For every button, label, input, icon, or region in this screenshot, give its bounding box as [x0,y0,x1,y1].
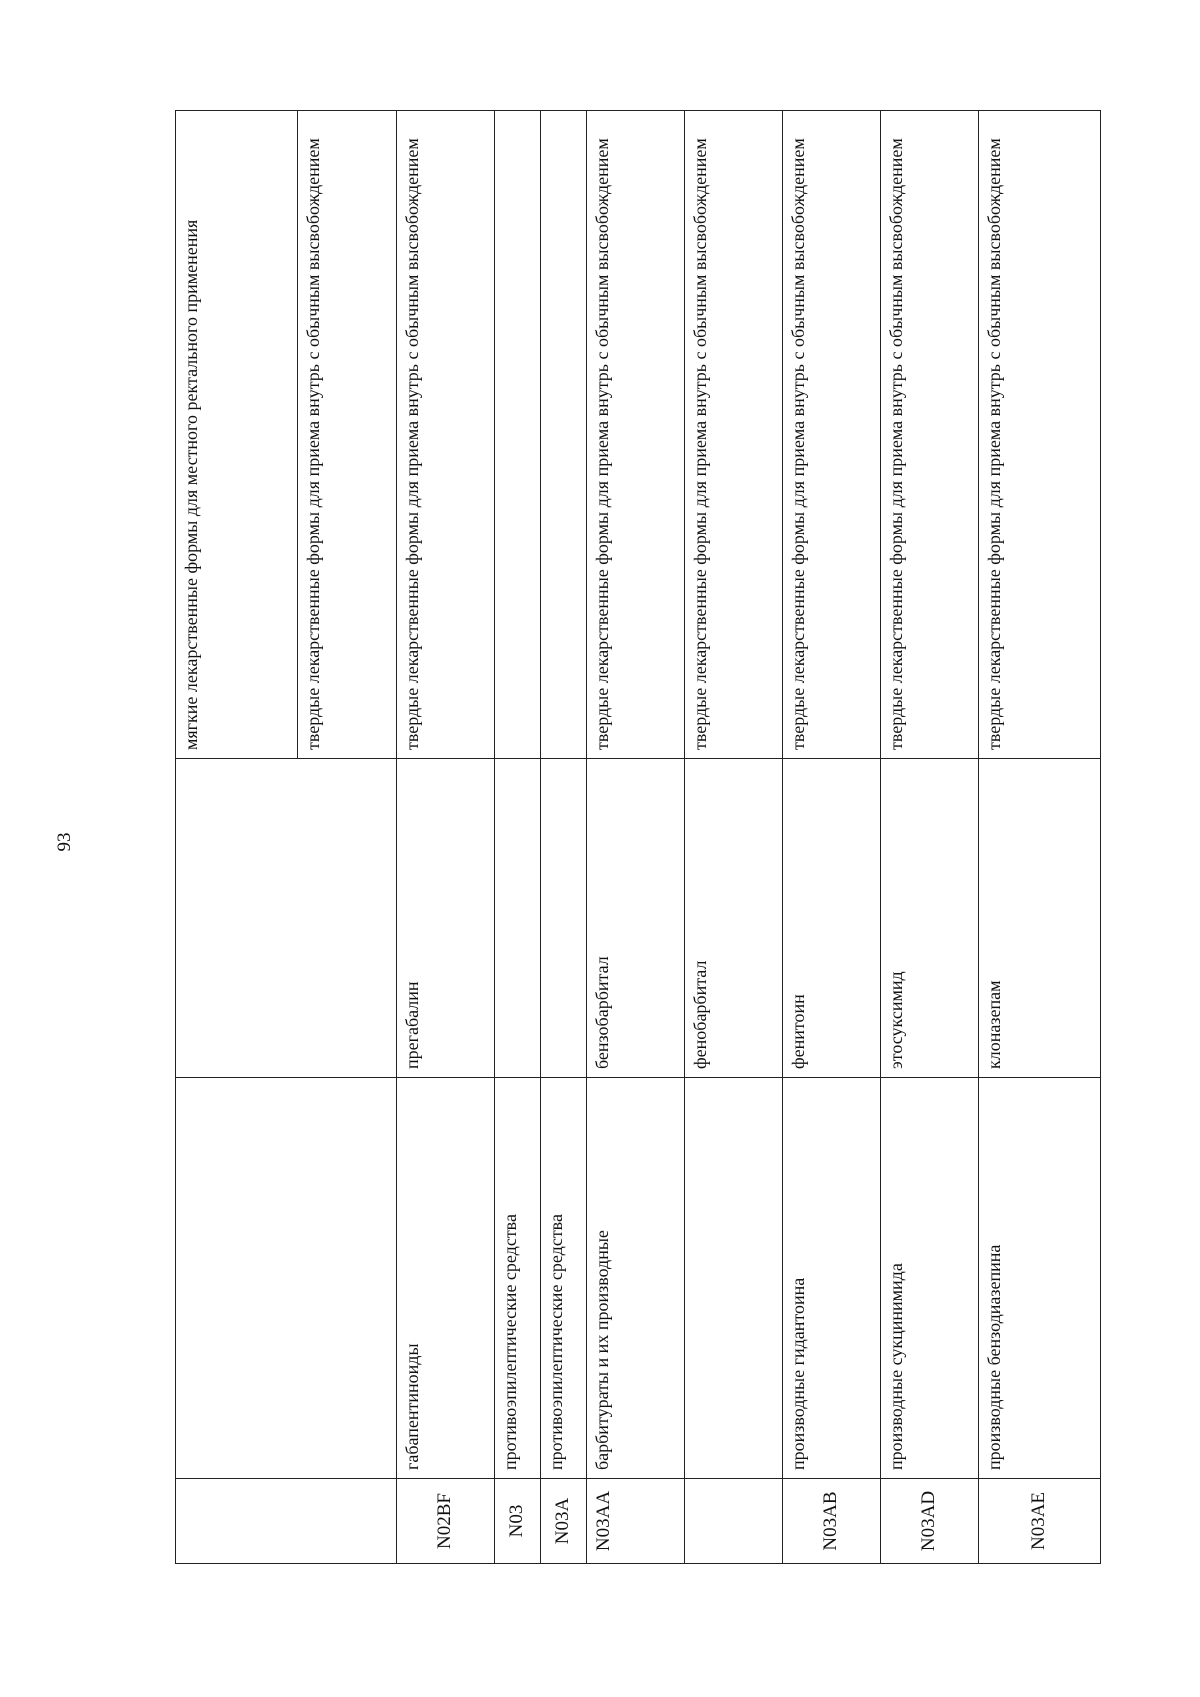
table-row [783,111,881,1564]
dosage-form-cell: твердые лекарственные формы для приема внутрь с обычным высвобождением [587,111,685,759]
group-name-cell: производные гидантоина [783,1078,881,1479]
rotated-table-wrapper [175,110,1100,1563]
group-name-cell [176,1078,397,1479]
drug-name-cell: клоназепам [979,759,1101,1078]
group-name-cell: противоэпилептические средства [495,1078,541,1479]
atc-code-cell: N03A [541,1479,587,1564]
table-row [541,111,587,1564]
dosage-form-cell: твердые лекарственные формы для приема внутрь с обычным высвобождением [979,111,1101,759]
dosage-form-cell: твердые лекарственные формы для приема внутрь с обычным высвобождением [783,111,881,759]
dosage-form-cell: твердые лекарственные формы для приема внутрь с обычным высвобождением [397,111,495,759]
drug-name-cell: бензобарбитал [587,759,685,1078]
group-name-cell: габапентиноиды [397,1078,495,1479]
drug-name-cell: фенитоин [783,759,881,1078]
drug-classification-table [175,110,1101,1564]
group-name-cell: производные сукцинимида [881,1078,979,1479]
table-row [881,111,979,1564]
table-row [685,111,783,1564]
atc-code-cell: N03AE [979,1479,1101,1564]
dosage-form-cell [541,111,587,759]
atc-code-cell: N03AA [587,1479,685,1564]
drug-name-cell [541,759,587,1078]
dosage-form-cell: твердые лекарственные формы для приема внутрь с обычным высвобождением [685,111,783,759]
dosage-form-cell: твердые лекарственные формы для приема внутрь с обычным высвобождением [881,111,979,759]
drug-name-cell: фенобарбитал [685,759,783,1078]
dosage-form-cell: мягкие лекарственные формы для местного ректального применения [176,111,298,759]
atc-code-cell: N02BF [397,1479,495,1564]
atc-code-cell: N03AB [783,1479,881,1564]
page-number: 93 [54,832,75,852]
table-row [495,111,541,1564]
drug-name-cell [495,759,541,1078]
drug-name-cell: этосуксимид [881,759,979,1078]
atc-code-cell: N03AD [881,1479,979,1564]
table-row [176,111,298,1564]
group-name-cell [685,1078,783,1479]
table-row [979,111,1101,1564]
table-row [587,111,685,1564]
atc-code-cell [176,1479,397,1564]
group-name-cell: противоэпилептические средства [541,1078,587,1479]
atc-code-cell: N03 [495,1479,541,1564]
dosage-form-cell [495,111,541,759]
drug-name-cell [176,759,397,1078]
dosage-form-cell: твердые лекарственные формы для приема внутрь с обычным высвобождением [298,111,397,759]
table-row [397,111,495,1564]
drug-name-cell: прегабалин [397,759,495,1078]
group-name-cell: барбитураты и их производные [587,1078,685,1479]
group-name-cell: производные бензодиазепина [979,1078,1101,1479]
atc-code-cell [685,1479,783,1564]
